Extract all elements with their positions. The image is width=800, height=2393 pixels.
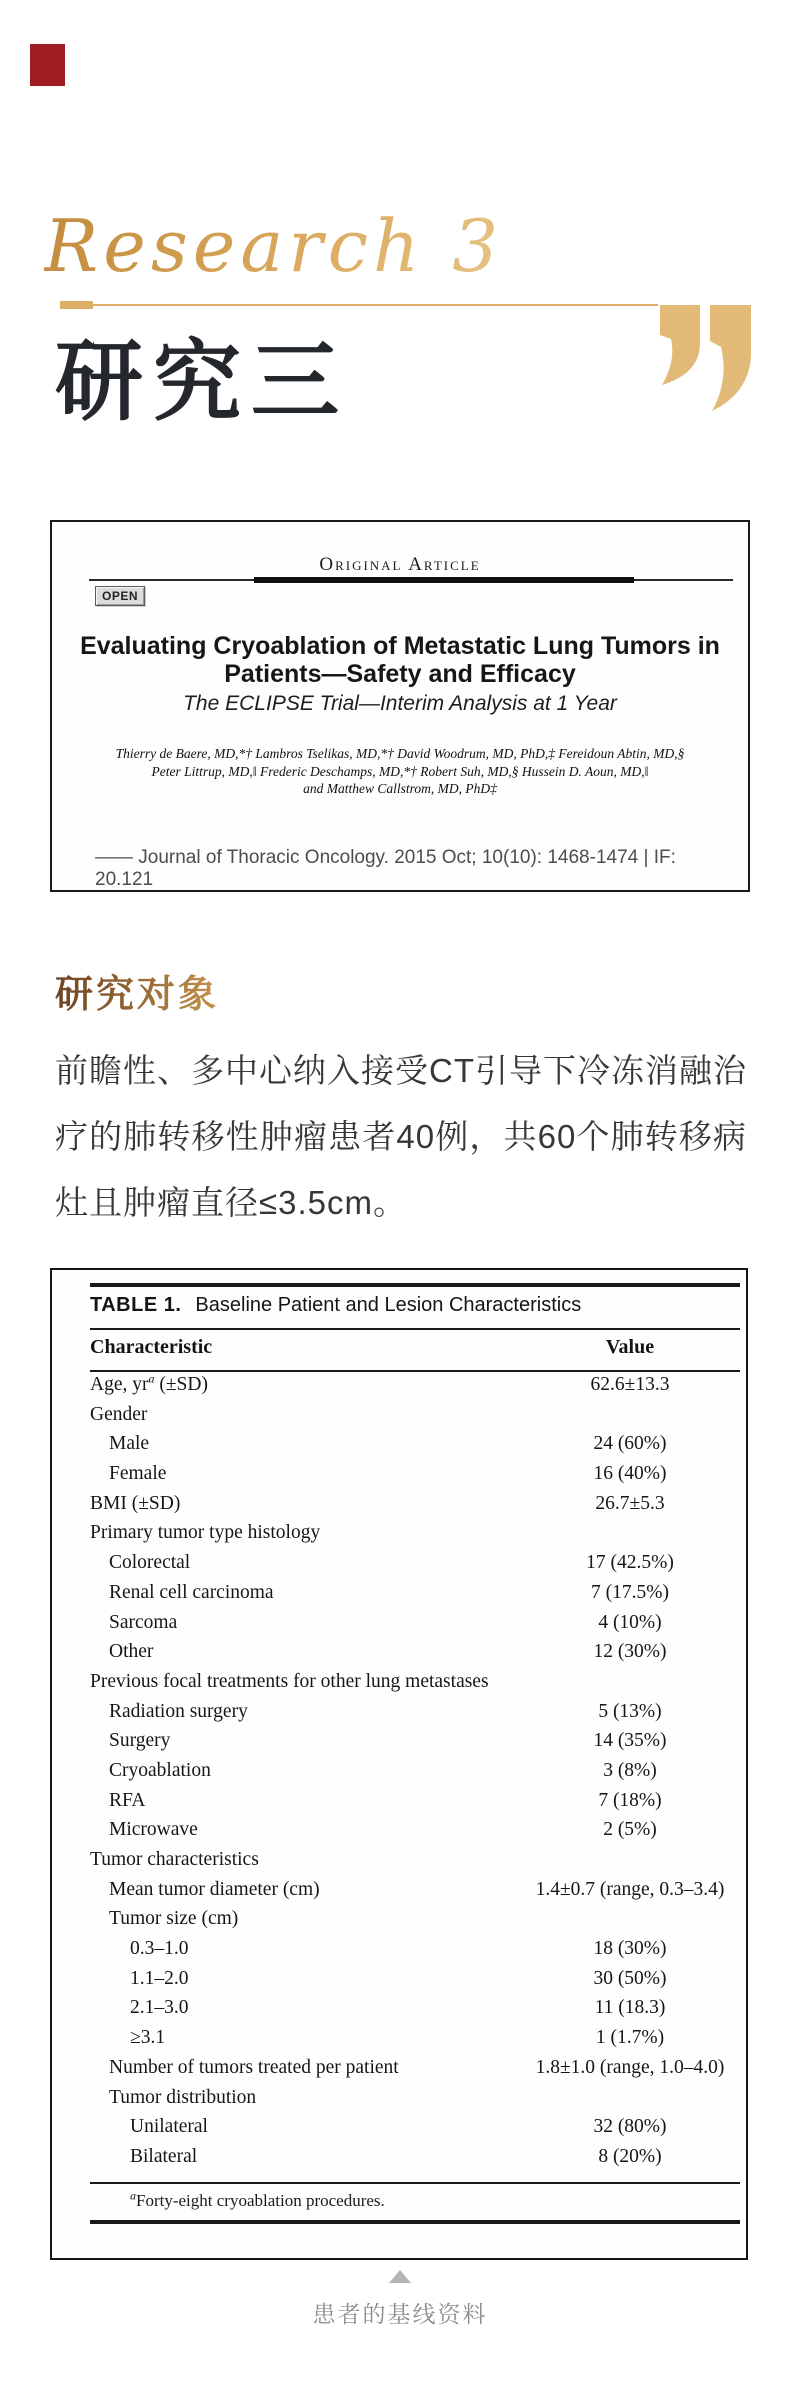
- table-row: [52, 1997, 746, 2027]
- table-row: [52, 1582, 746, 1612]
- table-row: [52, 1760, 746, 1790]
- row-value: 1.4±0.7 (range, 0.3–3.4): [535, 1878, 725, 1900]
- table-row: [52, 1968, 746, 1998]
- table-row: [52, 1433, 746, 1463]
- table-title-rule: [90, 1328, 740, 1330]
- row-characteristic: Female: [109, 1463, 167, 1485]
- footnote-text: Forty-eight cryoablation procedures.: [136, 2191, 385, 2210]
- row-characteristic: Microwave: [109, 1819, 198, 1841]
- row-characteristic: ≥3.1: [130, 2027, 166, 2049]
- row-value: 11 (18.3): [594, 1997, 666, 2019]
- article-authors: [52, 745, 748, 798]
- table-row: [52, 1552, 746, 1582]
- table-row: [52, 1819, 746, 1849]
- row-value: 4 (10%): [598, 1611, 662, 1633]
- row-value: 18 (30%): [593, 1938, 667, 1960]
- article-citation-box: [50, 520, 750, 892]
- row-value: 3 (8%): [603, 1759, 657, 1781]
- table-row: [52, 2027, 746, 2057]
- row-value: 26.7±5.3: [595, 1492, 665, 1514]
- row-characteristic: Primary tumor type histology: [90, 1522, 321, 1544]
- row-characteristic: Number of tumors treated per patient: [109, 2056, 399, 2078]
- authors-line1: Thierry de Baere, MD,*† Lambros Tselikas, MD,*† David Woodrum, MD, PhD,‡ Fereidoun Abtin, MD,§: [115, 746, 685, 761]
- row-value: 24 (60%): [593, 1433, 667, 1455]
- table-title-text: Baseline Patient and Lesion Characteristics: [195, 1294, 582, 1316]
- table-top-rule: [90, 1283, 740, 1287]
- table-row: [52, 1493, 746, 1523]
- article-subtitle: The ECLIPSE Trial—Interim Analysis at 1 Year: [183, 692, 617, 715]
- table-header-row: [52, 1336, 746, 1366]
- red-accent-square: [30, 44, 65, 86]
- article-title: [52, 632, 748, 688]
- row-characteristic: Radiation surgery: [109, 1700, 248, 1722]
- row-characteristic: Gender: [90, 1403, 148, 1425]
- footnote-superscript: a: [130, 2188, 136, 2203]
- row-value: 30 (50%): [593, 1967, 667, 1989]
- table-row: [52, 1908, 746, 1938]
- table-row: [52, 2057, 746, 2087]
- table-row: [52, 2116, 746, 2146]
- header-rule-thick: [254, 577, 634, 583]
- row-characteristic: Surgery: [109, 1730, 171, 1752]
- table-row: [52, 1371, 746, 1404]
- row-characteristic: Renal cell carcinoma: [109, 1581, 274, 1603]
- authors-line3: and Matthew Callstrom, MD, PhD‡: [303, 781, 497, 796]
- table-row: [52, 1790, 746, 1820]
- article-title-line1: Evaluating Cryoablation of Metastatic Lung Tumors in: [80, 632, 720, 660]
- table-row: [52, 1730, 746, 1760]
- gold-divider-dash: [60, 301, 93, 309]
- row-characteristic: Tumor size (cm): [109, 1908, 239, 1930]
- table-title-label: TABLE 1.: [90, 1294, 182, 1316]
- row-characteristic: Male: [109, 1433, 150, 1455]
- table-row: [52, 1849, 746, 1879]
- table-row: [52, 2146, 746, 2176]
- open-access-badge: OPEN: [95, 586, 145, 606]
- row-characteristic: RFA: [109, 1789, 146, 1811]
- row-value: 8 (20%): [598, 2145, 662, 2167]
- row-characteristic: 2.1–3.0: [130, 1997, 189, 2019]
- table-footnote: [130, 2188, 385, 2211]
- row-value: 7 (18%): [598, 1789, 662, 1811]
- table-row: [52, 1463, 746, 1493]
- collapse-triangle-icon: [389, 2270, 411, 2283]
- table-row: [52, 1701, 746, 1731]
- row-characteristic: 1.1–2.0: [130, 1967, 189, 1989]
- table-footnote-rule: [90, 2182, 740, 2184]
- row-characteristic: Bilateral: [130, 2145, 198, 2167]
- journal-citation: —— Journal of Thoracic Oncology. 2015 Oct; 10(10): 1468-1474 | IF: 20.121: [95, 847, 676, 890]
- row-characteristic: Colorectal: [109, 1552, 191, 1574]
- table-row: [52, 1879, 746, 1909]
- row-characteristic: Tumor distribution: [109, 2086, 257, 2108]
- row-characteristic: Previous focal treatments for other lung metastases: [90, 1670, 489, 1692]
- row-characteristic: Age, $yr^a$ (±SD): [90, 1371, 208, 1395]
- header-rule: [89, 579, 733, 581]
- section-paragraph: 前瞻性、多中心纳入接受CT引导下冷冻消融治疗的肺转移性肿瘤患者40例，共60个肺转移病灶且肿瘤直径≤3.5cm。: [55, 1052, 747, 1221]
- footer-caption: 患者的基线资料: [312, 2301, 488, 2327]
- column-header-characteristic: Characteristic: [90, 1336, 213, 1358]
- baseline-table: [50, 1268, 748, 2260]
- original-article-label: Original Article: [319, 554, 481, 575]
- table-row: [52, 1671, 746, 1701]
- table-row: [52, 1612, 746, 1642]
- row-value: 32 (80%): [593, 2116, 667, 2138]
- table-row: [52, 1404, 746, 1434]
- script-title: Research 3: [44, 204, 664, 288]
- row-characteristic: Unilateral: [130, 2116, 208, 2138]
- gold-divider-line: [60, 304, 658, 306]
- table-header-rule: [90, 1370, 740, 1372]
- row-characteristic: Tumor characteristics: [90, 1849, 259, 1870]
- page-title: 研究三: [55, 335, 350, 432]
- row-value: 1.8±1.0 (range, 1.0–4.0): [535, 2056, 725, 2078]
- row-value: 16 (40%): [593, 1463, 667, 1485]
- table-row: [52, 2087, 746, 2117]
- authors-line2: Peter Littrup, MD,‖ Frederic Deschamps, MD,*† Robert Suh, MD,§ Hussein D. Aoun, MD,‖: [151, 763, 649, 779]
- section-heading: 研究对象: [55, 963, 219, 1018]
- row-value: 14 (35%): [593, 1730, 667, 1752]
- column-header-value: Value: [605, 1336, 655, 1358]
- row-value: 1 (1.7%): [595, 2027, 665, 2049]
- table-bottom-rule: [90, 2220, 740, 2224]
- table-row: [52, 1938, 746, 1968]
- row-value: 17 (42.5%): [586, 1552, 674, 1574]
- quote-marks-icon: [660, 305, 752, 417]
- article-title-line2: Patients—Safety and Efficacy: [224, 660, 576, 688]
- row-value: 7 (17.5%): [591, 1581, 669, 1603]
- row-characteristic: BMI (±SD): [90, 1492, 181, 1514]
- row-value: 5 (13%): [598, 1700, 662, 1722]
- row-characteristic: Sarcoma: [109, 1611, 178, 1633]
- table-row: [52, 1641, 746, 1671]
- row-value: 12 (30%): [593, 1641, 667, 1663]
- row-value: 62.6±13.3: [590, 1374, 670, 1395]
- row-characteristic: Cryoablation: [109, 1759, 211, 1781]
- table-row: [52, 1522, 746, 1552]
- row-value: 2 (5%): [603, 1819, 657, 1841]
- table-title: [90, 1294, 740, 1317]
- row-characteristic: Mean tumor diameter (cm): [109, 1878, 320, 1900]
- row-characteristic: Other: [109, 1641, 154, 1663]
- table-body: [52, 1371, 746, 2176]
- row-characteristic: 0.3–1.0: [130, 1938, 189, 1960]
